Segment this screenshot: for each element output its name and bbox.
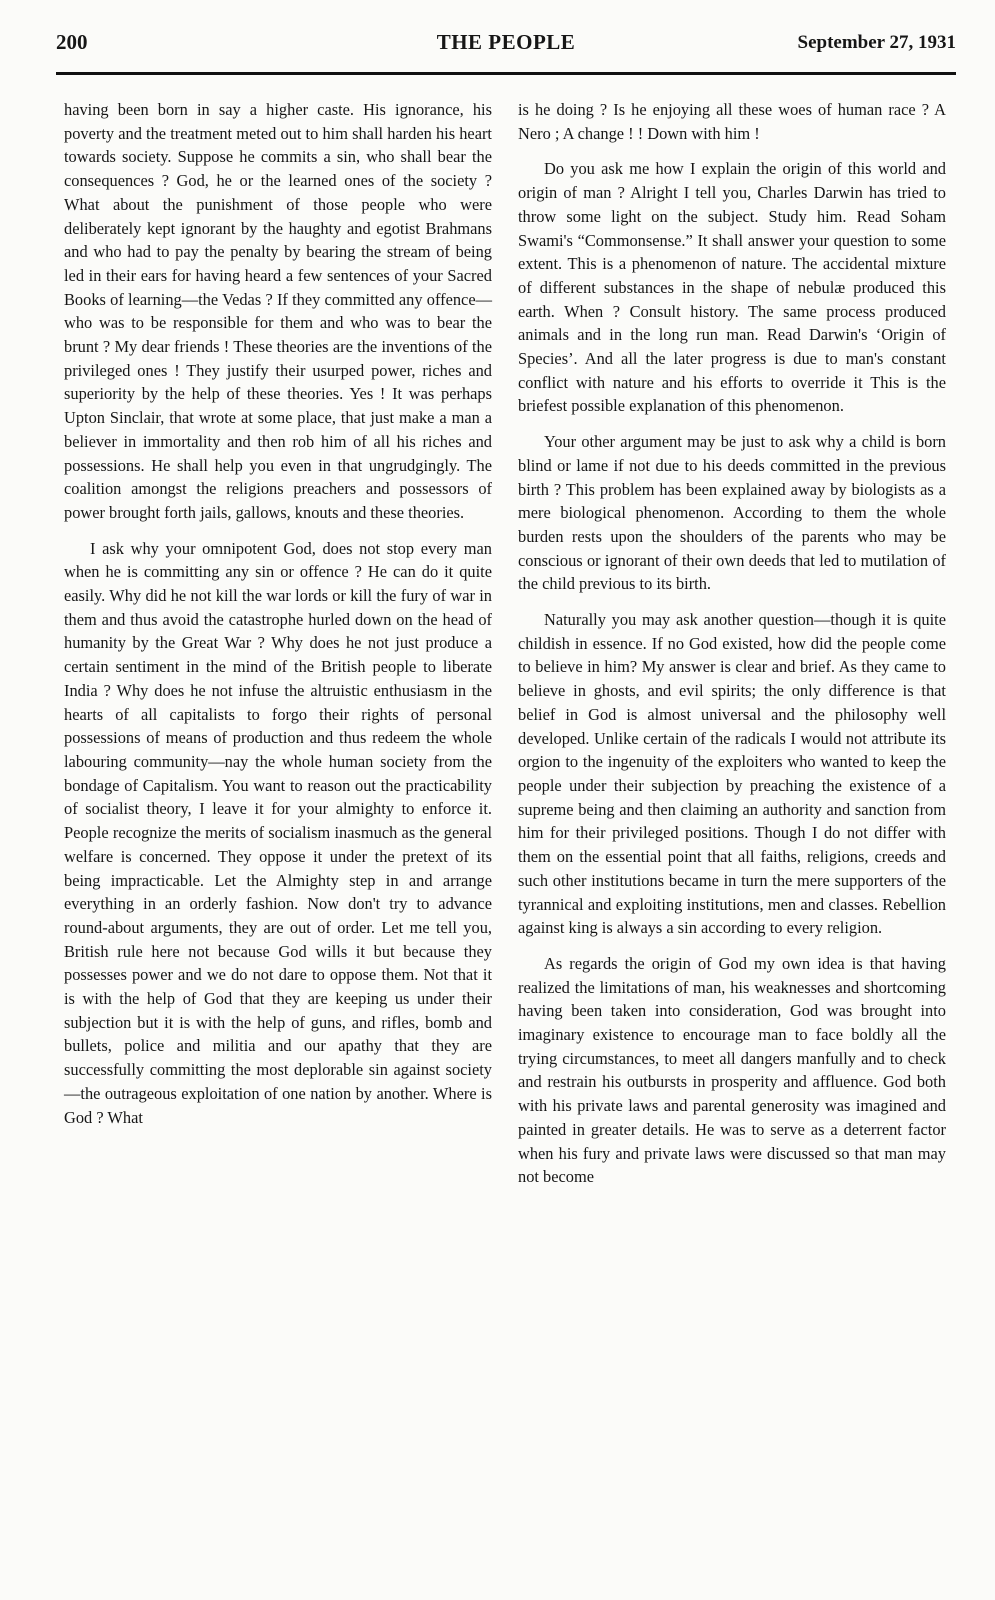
page-number: 200 — [56, 30, 88, 54]
paragraph: As regards the origin of God my own idea is that having realized the limitations of man, his weaknesses and shortcoming having been taken into consideration, God was brought into imaginary existence to encourage man to face boldly all the trying circumstances, to meet all dangers manfully and to check and restrain his outbursts in prosperity and affluence. God both with his private laws and parental generosity was imagined and painted in greater details. He was to serve as a deterrent factor when his fury and private laws were discussed so that man may not become — [518, 953, 946, 1187]
right-column — [518, 98, 946, 1201]
journal-title: THE PEOPLE — [436, 30, 576, 54]
paragraph: I ask why your omnipotent God, does not stop every man when he is committing any sin or offence ? He can do it quite easily. Why did he not kill the war lords or kill the fury of war in them and thus avoid the catastrophe hurled down on the head of humanity by the Great War ? Why does he not just produce a certain sentiment in the mind of the British people to liberate India ? Why does he not infuse the altruistic enthusiasm in the hearts of all capitalists to forgo their rights of personal possessions of means of production and thus redeem the whole labouring community—nay the whole human society from the bondage of Capitalism. You want to reason out the practicability of socialist theory, I leave it for your almighty to enforce it. People recognize the merits of socialism inasmuch as the general welfare is concerned. They oppose it under the pretext of its being impracticable. Let the Almighty step in and arrange everything in an orderly fashion. Now don't try to advance round-about arguments, they are out of order. Let me tell you, British rule here not because God wills it but because they possesses power and we do not dare to oppose them. Not that it is with the help of God that they are keeping us under their subjection but it is with the help of guns, and rifles, bomb and bullets, police and militia and our apathy that they are successfully committing the most deplorable sin against society—the outrageous exploitation of one nation by another. Where is God ? What — [64, 538, 492, 1127]
paragraph: Your other argument may be just to ask why a child is born blind or lame if not due to his deeds committed in the previous birth ? This problem has been explained away by biologists as a mere biological phenomenon. According to them the whole burden rests upon the shoulders of the parents who may be conscious or ignorant of their own deeds that led to mutilation of the child previous to its birth. — [518, 432, 946, 594]
paragraph: Naturally you may ask another question—though it is quite childish in essence. If no God existed, how did the people come to believe in him? My answer is clear and brief. As they came to believe in ghosts, and evil spirits; the only difference is that belief in God is almost universal and the philosophy well developed. Unlike certain of the radicals I would not attribute its orgion to the ingenuity of the exploiters who wanted to keep the people under their subjection by preaching the existence of a supreme being and then claiming an authority and sanction from him for their privileged positions. Though I do not differ with them on the essential point that all faiths, religions, creeds and such other institutions became in turn the mere supporters of the tyrannical and exploiting institutions, men and classes. Rebellion against king is always a sin according to every religion. — [518, 610, 946, 938]
paragraph: is he doing ? Is he enjoying all these woes of human race ? A Nero ; A change ! ! Down with him ! — [518, 100, 946, 143]
page-header — [56, 26, 956, 60]
left-column — [64, 98, 492, 1141]
issue-date: September 27, 1931 — [797, 32, 956, 53]
header-rule — [56, 72, 956, 75]
paragraph: having been born in say a higher caste. His ignorance, his poverty and the treatment meted out to him shall harden his heart towards society. Suppose he commits a sin, who shall bear the consequences ? God, he or the learned ones of the society ? What about the punishment of those people who were deliberately kept ignorant by the haughty and egotist Brahmans and who had to pay the penalty by bearing the stream of being led in their ears for having heard a few sentences of your Sacred Books of learning—the Vedas ? If they committed any offence—who was to be responsible for them and who was to bear the brunt ? My dear friends ! These theories are the inventions of the privileged ones ! They justify their usurped power, riches and superiority by the help of these theories. Yes ! It was perhaps Upton Sinclair, that wrote at some place, that just make a man a believer in immortality and then rob him of all his riches and possessions. He shall help you even in that ungrudgingly. The coalition amongst the religions preachers and possessors of power brought forth jails, gallows, knouts and these theories. — [64, 100, 492, 522]
paragraph: Do you ask me how I explain the origin of this world and origin of man ? Alright I tell you, Charles Darwin has tried to throw some light on the subject. Study him. Read Soham Swami's “Commonsense.” It shall answer your question to some extent. This is a phenomenon of nature. The accidental mixture of different substances in the shape of nebulæ produced this earth. When ? Consult history. The same process produced animals and in the long run man. Read Darwin's ‘Origin of Species’. And all the later progress is due to man's constant conflict with nature and his efforts to override it This is the briefest possible explanation of this phenomenon. — [518, 159, 946, 416]
